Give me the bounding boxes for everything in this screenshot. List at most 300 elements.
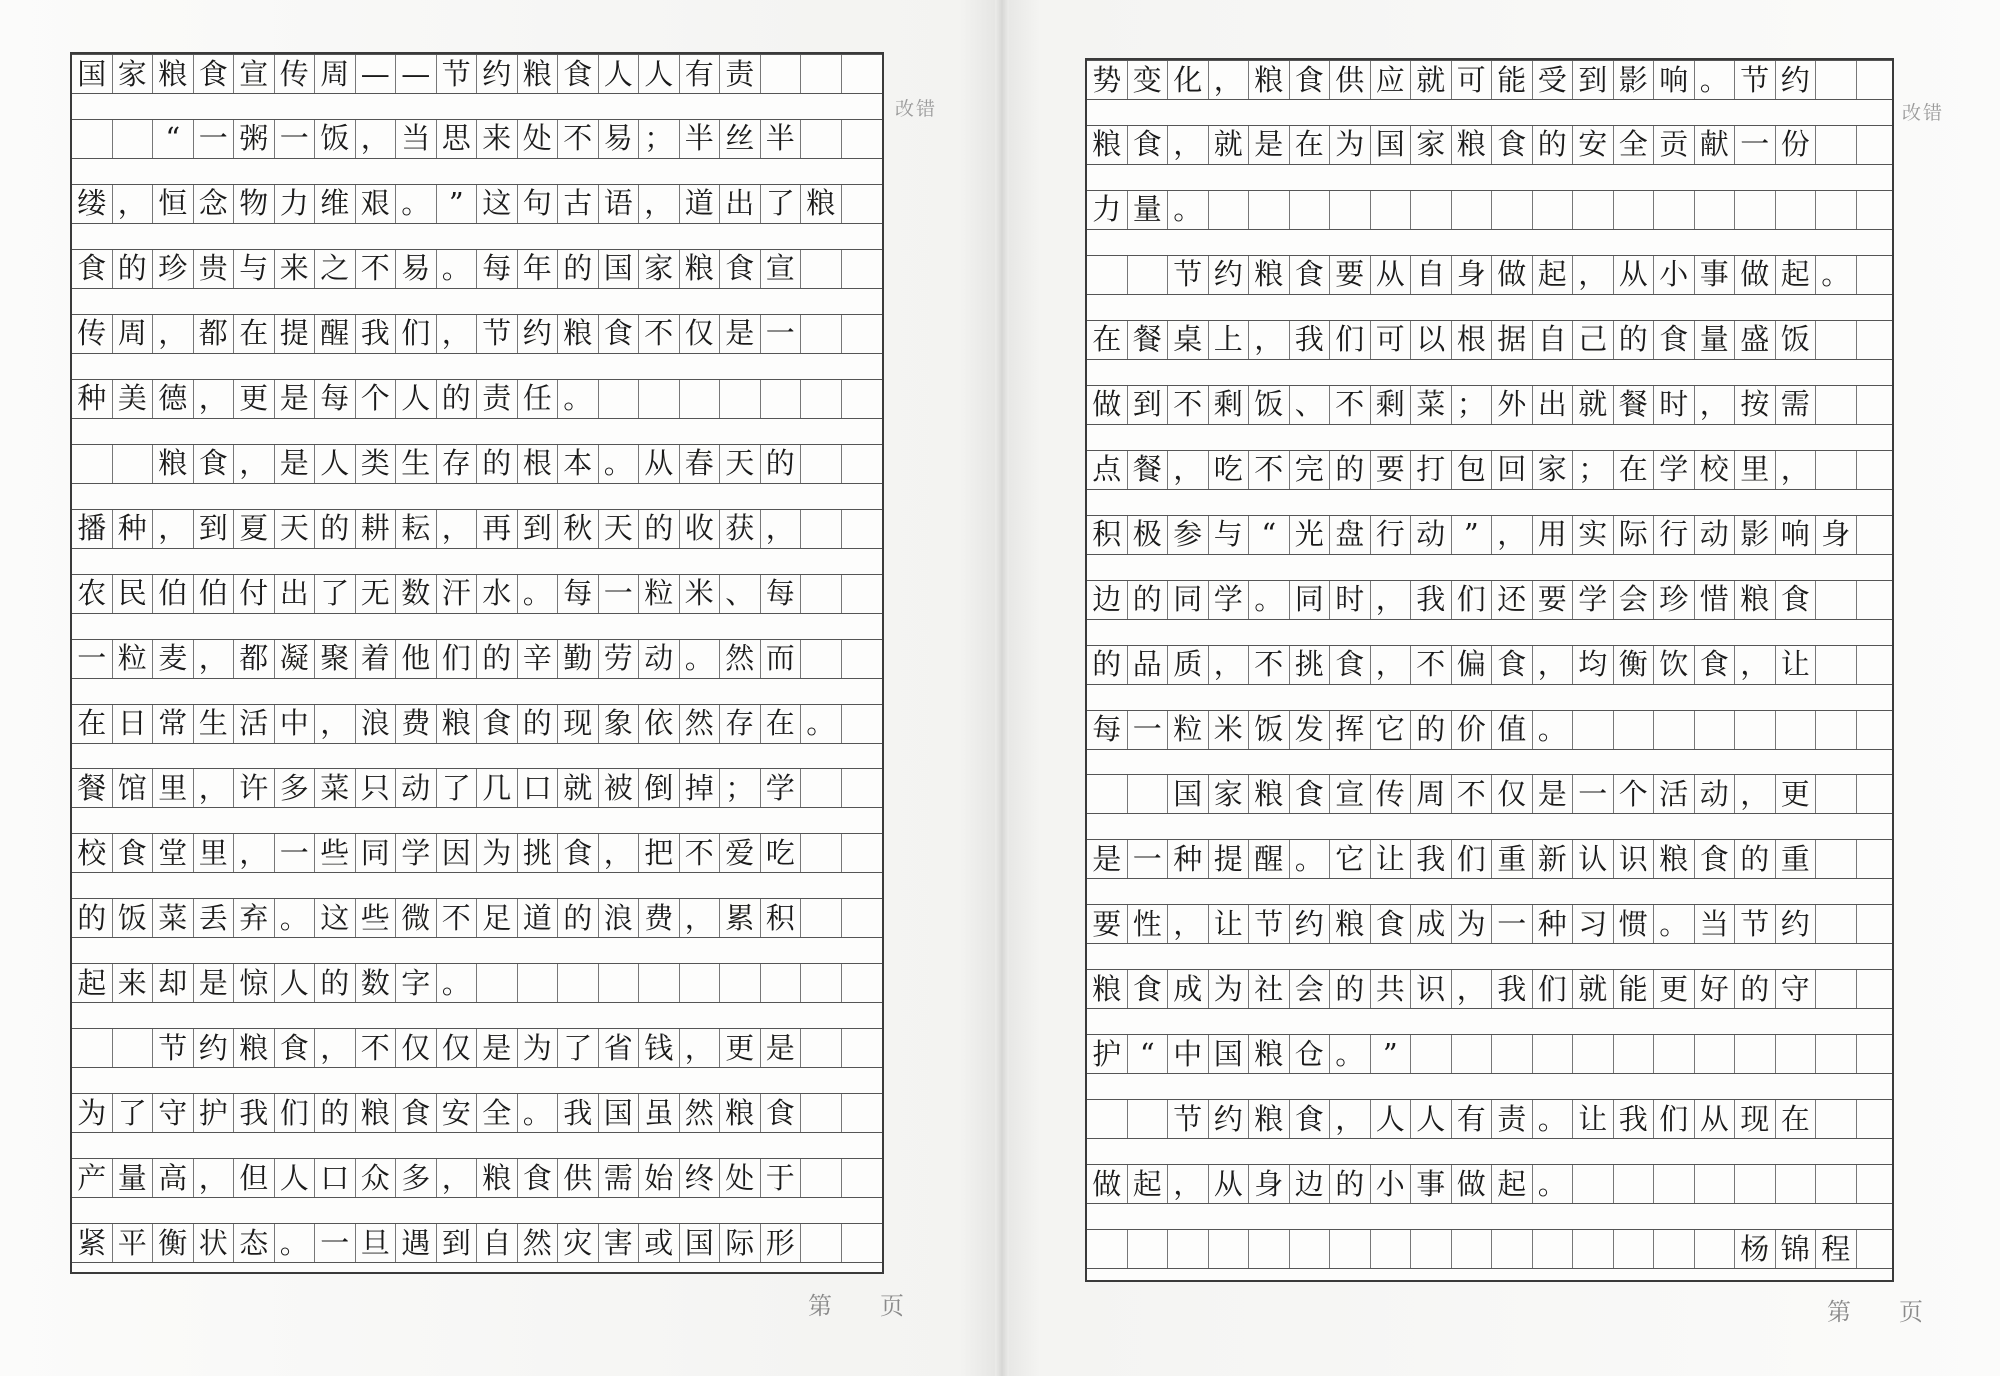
grid-square <box>1573 191 1614 229</box>
grid-square: 都 <box>194 315 235 353</box>
grid-square: 根 <box>1452 321 1493 359</box>
grid-square <box>1776 711 1817 749</box>
grid-square: 就 <box>558 769 599 807</box>
grid-square <box>842 120 883 158</box>
grid-row <box>72 768 882 808</box>
grid-square: 粥 <box>234 120 275 158</box>
grid-square: 耘 <box>396 510 437 548</box>
grid-square: 到 <box>518 510 559 548</box>
grid-square: 米 <box>1209 711 1250 749</box>
grid-square: 锦 <box>1776 1230 1817 1268</box>
grid-square: 珍 <box>153 250 194 288</box>
grid-square: 字 <box>396 964 437 1002</box>
grid-square: 约 <box>1290 905 1331 943</box>
grid-square: ” <box>437 185 478 223</box>
grid-square: 的 <box>1128 581 1169 619</box>
grid-square: 耕 <box>356 510 397 548</box>
grid-square: 食 <box>72 250 113 288</box>
grid-square: 餐 <box>1128 451 1169 489</box>
grid-square: 馆 <box>113 769 154 807</box>
grid-square: ， <box>234 445 275 483</box>
grid-square: 好 <box>1695 970 1736 1008</box>
grid-row <box>72 574 882 614</box>
grid-square: 粮 <box>234 1029 275 1067</box>
grid-square <box>842 315 883 353</box>
grid-square: 积 <box>761 899 802 937</box>
grid-square: 态 <box>234 1224 275 1262</box>
grid-square: 掉 <box>680 769 721 807</box>
grid-square: 习 <box>1573 905 1614 943</box>
grid-square: 思 <box>437 120 478 158</box>
left-page-footer <box>808 1286 952 1321</box>
grid-square <box>1128 1230 1169 1268</box>
grid-square: 挥 <box>1330 711 1371 749</box>
grid-square: 半 <box>761 120 802 158</box>
grid-square: 桌 <box>1168 321 1209 359</box>
grid-square <box>1371 191 1412 229</box>
grid-square: 做 <box>1735 256 1776 294</box>
grid-square: 的 <box>315 510 356 548</box>
grid-square <box>1087 1100 1128 1138</box>
grid-square: 献 <box>1695 126 1736 164</box>
grid-square <box>1573 1230 1614 1268</box>
grid-square: 的 <box>72 899 113 937</box>
grid-square: 我 <box>1614 1100 1655 1138</box>
grid-square: ， <box>1776 451 1817 489</box>
grid-square: 菜 <box>153 899 194 937</box>
left-footer-prefix: 第 <box>808 1292 832 1320</box>
grid-square: 饭 <box>1249 711 1290 749</box>
grid-row <box>1087 1099 1892 1139</box>
grid-square: 形 <box>761 1224 802 1262</box>
grid-square: 包 <box>1452 451 1493 489</box>
grid-square: 从 <box>1614 256 1655 294</box>
grid-square: 播 <box>72 510 113 548</box>
grid-square: 的 <box>477 640 518 678</box>
grid-square: 个 <box>1614 775 1655 813</box>
grid-square <box>1857 1100 1898 1138</box>
left-footer-suffix: 页 <box>880 1292 904 1320</box>
grid-square: — <box>396 55 437 93</box>
grid-square: 的 <box>518 705 559 743</box>
grid-square: 节 <box>1735 905 1776 943</box>
grid-square <box>1533 1035 1574 1073</box>
grid-square: 做 <box>1087 386 1128 424</box>
grid-square: 的 <box>558 899 599 937</box>
grid-square: 粮 <box>1249 775 1290 813</box>
grid-square <box>1290 1230 1331 1268</box>
grid-square: 是 <box>194 964 235 1002</box>
grid-square: 缕 <box>72 185 113 223</box>
grid-square: 安 <box>437 1094 478 1132</box>
grid-square <box>1857 970 1898 1008</box>
grid-square <box>113 120 154 158</box>
grid-square: ， <box>153 510 194 548</box>
grid-square: 力 <box>1087 191 1128 229</box>
grid-square: 众 <box>356 1159 397 1197</box>
grid-square: 们 <box>1330 321 1371 359</box>
grid-square <box>761 380 802 418</box>
grid-square: 衡 <box>153 1224 194 1262</box>
grid-square: 产 <box>72 1159 113 1197</box>
grid-square: 有 <box>680 55 721 93</box>
grid-square: 不 <box>356 250 397 288</box>
grid-square: 状 <box>194 1224 235 1262</box>
grid-square: 劳 <box>599 640 640 678</box>
grid-square: 学 <box>1209 581 1250 619</box>
right-page <box>1009 0 2000 1376</box>
grid-square: 节 <box>437 55 478 93</box>
grid-square: 家 <box>639 250 680 288</box>
grid-square: 做 <box>1492 256 1533 294</box>
grid-square <box>1857 126 1898 164</box>
grid-square: 点 <box>1087 451 1128 489</box>
grid-square <box>680 380 721 418</box>
grid-square: 据 <box>1492 321 1533 359</box>
grid-square: ， <box>356 120 397 158</box>
grid-square: 家 <box>113 55 154 93</box>
grid-square <box>1857 61 1898 99</box>
grid-square: 任 <box>518 380 559 418</box>
grid-square: 会 <box>1614 581 1655 619</box>
grid-square: 是 <box>275 445 316 483</box>
grid-square <box>1128 256 1169 294</box>
grid-square <box>1411 191 1452 229</box>
grid-square: 半 <box>680 120 721 158</box>
grid-square: 外 <box>1492 386 1533 424</box>
grid-square: 它 <box>1330 840 1371 878</box>
grid-square: 动 <box>396 769 437 807</box>
grid-square <box>1614 1165 1655 1203</box>
grid-square: 艰 <box>356 185 397 223</box>
grid-square: 粮 <box>1249 61 1290 99</box>
grid-square: 食 <box>558 834 599 872</box>
grid-square: 累 <box>720 899 761 937</box>
grid-square <box>801 1224 842 1262</box>
grid-square: 全 <box>1614 126 1655 164</box>
grid-square: ； <box>639 120 680 158</box>
grid-square: 口 <box>315 1159 356 1197</box>
grid-square: ， <box>1695 386 1736 424</box>
grid-square: 当 <box>396 120 437 158</box>
grid-square: 些 <box>356 899 397 937</box>
grid-square <box>1857 191 1898 229</box>
grid-square: 国 <box>680 1224 721 1262</box>
grid-square: ； <box>1452 386 1493 424</box>
grid-square <box>1330 191 1371 229</box>
grid-square <box>1776 1165 1817 1203</box>
grid-square: 能 <box>1492 61 1533 99</box>
grid-row <box>72 249 882 289</box>
grid-square: ” <box>1452 516 1493 554</box>
grid-square: ， <box>315 705 356 743</box>
grid-square: 我 <box>234 1094 275 1132</box>
grid-square: ， <box>194 640 235 678</box>
grid-square: 的 <box>315 964 356 1002</box>
grid-square: 的 <box>639 510 680 548</box>
grid-square: 粮 <box>1087 970 1128 1008</box>
grid-square: 出 <box>275 575 316 613</box>
grid-square: 护 <box>194 1094 235 1132</box>
grid-square: 动 <box>639 640 680 678</box>
grid-square: 守 <box>1776 970 1817 1008</box>
grid-square: 与 <box>1209 516 1250 554</box>
grid-square: 节 <box>477 315 518 353</box>
grid-square: 不 <box>356 1029 397 1067</box>
grid-square: ， <box>680 899 721 937</box>
grid-square: 来 <box>477 120 518 158</box>
grid-square <box>1857 840 1898 878</box>
grid-square <box>1654 711 1695 749</box>
grid-square: 餐 <box>1614 386 1655 424</box>
grid-square: 许 <box>234 769 275 807</box>
grid-row <box>72 119 882 159</box>
grid-square: 约 <box>477 55 518 93</box>
grid-square: 粮 <box>153 445 194 483</box>
grid-square: 们 <box>1452 581 1493 619</box>
grid-square: 一 <box>1735 126 1776 164</box>
grid-square: ， <box>1735 775 1776 813</box>
grid-square: 存 <box>437 445 478 483</box>
grid-square <box>801 55 842 93</box>
grid-square <box>1776 1035 1817 1073</box>
grid-square: 聚 <box>315 640 356 678</box>
grid-square <box>1816 191 1857 229</box>
grid-square: 倒 <box>639 769 680 807</box>
grid-square <box>842 55 883 93</box>
grid-square: 衡 <box>1614 646 1655 684</box>
grid-square: 提 <box>275 315 316 353</box>
grid-square: 国 <box>1209 1035 1250 1073</box>
grid-square: 做 <box>1087 1165 1128 1203</box>
grid-square: ” <box>1371 1035 1412 1073</box>
grid-square: 这 <box>477 185 518 223</box>
grid-square: 时 <box>1654 386 1695 424</box>
grid-square: 极 <box>1128 516 1169 554</box>
grid-square: 现 <box>1735 1100 1776 1138</box>
grid-square: 多 <box>396 1159 437 1197</box>
grid-square: 吃 <box>1209 451 1250 489</box>
grid-square <box>1330 1230 1371 1268</box>
grid-square: 偏 <box>1452 646 1493 684</box>
grid-square: 种 <box>1533 905 1574 943</box>
grid-square: 到 <box>194 510 235 548</box>
grid-square: 然 <box>518 1224 559 1262</box>
grid-square: 食 <box>275 1029 316 1067</box>
grid-square: 食 <box>1290 1100 1331 1138</box>
grid-square <box>1452 191 1493 229</box>
left-page <box>0 0 995 1376</box>
grid-square <box>842 1224 883 1262</box>
grid-row <box>72 1028 882 1068</box>
grid-square: 从 <box>1209 1165 1250 1203</box>
grid-square: 活 <box>234 705 275 743</box>
grid-square: 要 <box>1330 256 1371 294</box>
grid-square: 可 <box>1371 321 1412 359</box>
grid-square: 弃 <box>234 899 275 937</box>
grid-square: 灾 <box>558 1224 599 1262</box>
grid-square: 粮 <box>1249 256 1290 294</box>
grid-square: 仅 <box>1492 775 1533 813</box>
grid-square: 就 <box>1209 126 1250 164</box>
grid-square: 粮 <box>720 1094 761 1132</box>
grid-square: 学 <box>761 769 802 807</box>
grid-square <box>1816 840 1857 878</box>
grid-square: 守 <box>153 1094 194 1132</box>
grid-square: 用 <box>1533 516 1574 554</box>
grid-square <box>1857 581 1898 619</box>
grid-square: 自 <box>477 1224 518 1262</box>
grid-square <box>599 380 640 418</box>
grid-square: 这 <box>315 899 356 937</box>
grid-square: 或 <box>639 1224 680 1262</box>
grid-square <box>842 769 883 807</box>
grid-square: 同 <box>1168 581 1209 619</box>
grid-square: 它 <box>1371 711 1412 749</box>
grid-row <box>72 1093 882 1133</box>
grid-square: 依 <box>639 705 680 743</box>
grid-square: 出 <box>720 185 761 223</box>
grid-square <box>1816 970 1857 1008</box>
grid-square <box>1816 1165 1857 1203</box>
grid-square: 实 <box>1573 516 1614 554</box>
grid-square: 自 <box>1533 321 1574 359</box>
grid-square <box>1492 191 1533 229</box>
grid-square: 易 <box>396 250 437 288</box>
grid-square: 常 <box>153 705 194 743</box>
grid-square: 一 <box>194 120 235 158</box>
grid-square: 种 <box>72 380 113 418</box>
grid-square: 是 <box>761 1029 802 1067</box>
grid-square: 上 <box>1209 321 1250 359</box>
grid-square <box>1614 1035 1655 1073</box>
grid-square: 校 <box>1695 451 1736 489</box>
grid-square: 宣 <box>761 250 802 288</box>
grid-square: 责 <box>477 380 518 418</box>
grid-square: 们 <box>396 315 437 353</box>
grid-square: 共 <box>1371 970 1412 1008</box>
grid-square: 学 <box>396 834 437 872</box>
grid-square: 一 <box>72 640 113 678</box>
right-correction-label: 改错 <box>1902 102 1945 124</box>
grid-square: 是 <box>1249 126 1290 164</box>
grid-square: 事 <box>1695 256 1736 294</box>
grid-square <box>1452 1230 1493 1268</box>
grid-square: 粮 <box>1330 905 1371 943</box>
grid-square <box>1857 1230 1898 1268</box>
grid-square: 粒 <box>113 640 154 678</box>
grid-square: 在 <box>1290 126 1331 164</box>
grid-square: 会 <box>1290 970 1331 1008</box>
grid-square: “ <box>153 120 194 158</box>
grid-square <box>801 250 842 288</box>
grid-square <box>1695 1165 1736 1203</box>
grid-square: 动 <box>1695 775 1736 813</box>
grid-square: 终 <box>680 1159 721 1197</box>
grid-square: 己 <box>1573 321 1614 359</box>
grid-square <box>113 1029 154 1067</box>
grid-square: 我 <box>356 315 397 353</box>
grid-square: 饭 <box>113 899 154 937</box>
grid-square: 积 <box>1087 516 1128 554</box>
grid-square <box>842 1029 883 1067</box>
grid-row <box>72 1158 882 1198</box>
grid-square: 粒 <box>639 575 680 613</box>
grid-square: 周 <box>315 55 356 93</box>
grid-row <box>1087 580 1892 620</box>
grid-square: 秋 <box>558 510 599 548</box>
grid-row <box>1087 710 1892 750</box>
grid-square: 到 <box>1128 386 1169 424</box>
grid-square: 响 <box>1776 516 1817 554</box>
grid-square <box>842 185 883 223</box>
grid-square: 获 <box>720 510 761 548</box>
grid-square <box>801 1094 842 1132</box>
grid-square: 每 <box>477 250 518 288</box>
grid-square <box>599 964 640 1002</box>
grid-square: 身 <box>1452 256 1493 294</box>
grid-square: 周 <box>1411 775 1452 813</box>
grid-square <box>1371 1230 1412 1268</box>
grid-square <box>1573 1035 1614 1073</box>
grid-square <box>1614 1230 1655 1268</box>
grid-square: 存 <box>720 705 761 743</box>
grid-square: 更 <box>234 380 275 418</box>
grid-square: 国 <box>599 1094 640 1132</box>
grid-square: 学 <box>1654 451 1695 489</box>
grid-square <box>801 899 842 937</box>
grid-square: 了 <box>315 575 356 613</box>
grid-square <box>1492 1230 1533 1268</box>
grid-square: 。 <box>437 964 478 1002</box>
grid-square: 们 <box>437 640 478 678</box>
grid-square: 粮 <box>437 705 478 743</box>
grid-square: 而 <box>761 640 802 678</box>
grid-square <box>1695 711 1736 749</box>
grid-square: 了 <box>761 185 802 223</box>
grid-square: 。 <box>680 640 721 678</box>
grid-square: 责 <box>720 55 761 93</box>
grid-square <box>842 640 883 678</box>
grid-square: 做 <box>1452 1165 1493 1203</box>
grid-square: 的 <box>437 380 478 418</box>
grid-square: 道 <box>680 185 721 223</box>
grid-square: 粮 <box>153 55 194 93</box>
grid-square <box>1857 1035 1898 1073</box>
grid-square <box>1614 711 1655 749</box>
grid-square: 害 <box>599 1224 640 1262</box>
grid-square <box>1209 191 1250 229</box>
grid-square: 食 <box>194 445 235 483</box>
grid-square: 是 <box>275 380 316 418</box>
grid-square: 水 <box>477 575 518 613</box>
grid-square: 边 <box>1087 581 1128 619</box>
grid-square: 紧 <box>72 1224 113 1262</box>
grid-square: 不 <box>1249 646 1290 684</box>
grid-square: 粮 <box>680 250 721 288</box>
grid-square: 国 <box>72 55 113 93</box>
grid-square: 醒 <box>315 315 356 353</box>
grid-square: 同 <box>356 834 397 872</box>
grid-square: 识 <box>1614 840 1655 878</box>
grid-square: 无 <box>356 575 397 613</box>
grid-row <box>1087 839 1892 879</box>
grid-square: 易 <box>599 120 640 158</box>
grid-square: 食 <box>1776 581 1817 619</box>
grid-square: 动 <box>1411 516 1452 554</box>
grid-square: 饮 <box>1654 646 1695 684</box>
grid-square: 凝 <box>275 640 316 678</box>
